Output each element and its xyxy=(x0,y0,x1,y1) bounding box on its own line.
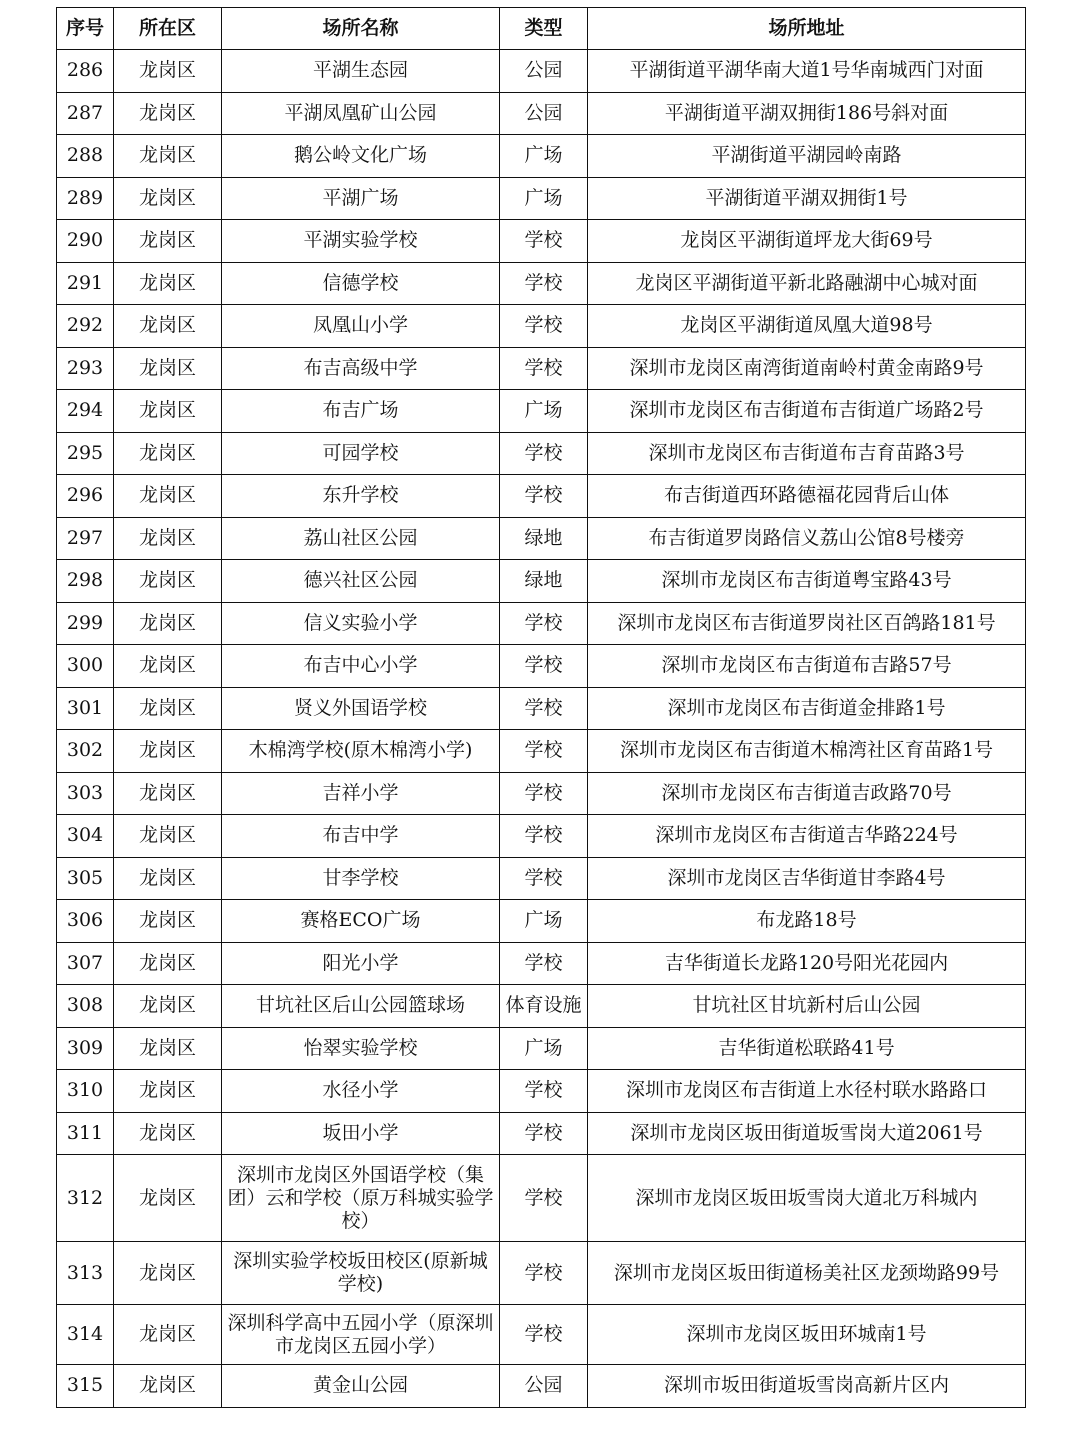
table-row xyxy=(57,857,1026,900)
row-address: 龙岗区平湖街道坪龙大街69号 xyxy=(588,220,1026,263)
table-row xyxy=(57,645,1026,688)
table-row xyxy=(57,985,1026,1028)
row-address: 深圳市龙岗区布吉街道木棉湾社区育苗路1号 xyxy=(588,730,1026,773)
row-type: 学校 xyxy=(500,942,588,985)
row-number: 304 xyxy=(57,815,114,858)
row-type: 公园 xyxy=(500,92,588,135)
row-name: 甘坑社区后山公园篮球场 xyxy=(222,985,500,1028)
header-name: 场所名称 xyxy=(222,8,500,50)
table-row xyxy=(57,942,1026,985)
row-type: 学校 xyxy=(500,347,588,390)
row-number: 291 xyxy=(57,262,114,305)
row-district: 龙岗区 xyxy=(114,262,222,305)
table-row xyxy=(57,262,1026,305)
table-row xyxy=(57,687,1026,730)
row-address: 平湖街道平湖华南大道1号华南城西门对面 xyxy=(588,50,1026,93)
row-number: 298 xyxy=(57,560,114,603)
row-address: 深圳市龙岗区布吉街道布吉路57号 xyxy=(588,645,1026,688)
row-name: 凤凰山小学 xyxy=(222,305,500,348)
table-row xyxy=(57,517,1026,560)
row-district: 龙岗区 xyxy=(114,900,222,943)
row-type: 学校 xyxy=(500,1070,588,1113)
row-district: 龙岗区 xyxy=(114,1112,222,1155)
row-name: 布吉中心小学 xyxy=(222,645,500,688)
row-district: 龙岗区 xyxy=(114,602,222,645)
row-number: 312 xyxy=(57,1155,114,1242)
row-address: 平湖街道平湖园岭南路 xyxy=(588,135,1026,178)
row-district: 龙岗区 xyxy=(114,1365,222,1408)
row-type: 广场 xyxy=(500,135,588,178)
row-number: 295 xyxy=(57,432,114,475)
row-name: 平湖实验学校 xyxy=(222,220,500,263)
table-row xyxy=(57,475,1026,518)
row-district: 龙岗区 xyxy=(114,942,222,985)
row-address: 平湖街道平湖双拥街186号斜对面 xyxy=(588,92,1026,135)
row-name: 阳光小学 xyxy=(222,942,500,985)
row-district: 龙岗区 xyxy=(114,305,222,348)
row-district: 龙岗区 xyxy=(114,347,222,390)
row-type: 学校 xyxy=(500,262,588,305)
row-address: 龙岗区平湖街道平新北路融湖中心城对面 xyxy=(588,262,1026,305)
table-row xyxy=(57,900,1026,943)
row-number: 302 xyxy=(57,730,114,773)
row-number: 315 xyxy=(57,1365,114,1408)
row-name: 深圳市龙岗区外国语学校（集团）云和学校（原万科城实验学校） xyxy=(222,1155,500,1242)
row-district: 龙岗区 xyxy=(114,432,222,475)
row-name: 贤义外国语学校 xyxy=(222,687,500,730)
table-body xyxy=(57,50,1026,1408)
row-number: 313 xyxy=(57,1242,114,1305)
table-row xyxy=(57,1112,1026,1155)
row-type: 学校 xyxy=(500,687,588,730)
row-district: 龙岗区 xyxy=(114,50,222,93)
row-name: 平湖广场 xyxy=(222,177,500,220)
row-name: 布吉广场 xyxy=(222,390,500,433)
row-name: 东升学校 xyxy=(222,475,500,518)
row-name: 布吉中学 xyxy=(222,815,500,858)
row-address: 深圳市龙岗区布吉街道布吉街道广场路2号 xyxy=(588,390,1026,433)
row-district: 龙岗区 xyxy=(114,475,222,518)
row-type: 学校 xyxy=(500,602,588,645)
table-row xyxy=(57,772,1026,815)
row-number: 288 xyxy=(57,135,114,178)
row-type: 学校 xyxy=(500,1242,588,1305)
row-type: 学校 xyxy=(500,815,588,858)
row-type: 学校 xyxy=(500,1112,588,1155)
row-type: 学校 xyxy=(500,772,588,815)
row-number: 300 xyxy=(57,645,114,688)
row-number: 293 xyxy=(57,347,114,390)
row-address: 深圳市龙岗区坂田街道坂雪岗大道2061号 xyxy=(588,1112,1026,1155)
row-number: 299 xyxy=(57,602,114,645)
row-name: 坂田小学 xyxy=(222,1112,500,1155)
row-address: 布龙路18号 xyxy=(588,900,1026,943)
row-type: 学校 xyxy=(500,645,588,688)
row-name: 平湖凤凰矿山公园 xyxy=(222,92,500,135)
row-name: 信义实验小学 xyxy=(222,602,500,645)
row-type: 学校 xyxy=(500,1155,588,1242)
row-type: 公园 xyxy=(500,50,588,93)
row-number: 287 xyxy=(57,92,114,135)
row-address: 深圳市坂田街道坂雪岗高新片区内 xyxy=(588,1365,1026,1408)
row-number: 305 xyxy=(57,857,114,900)
row-number: 308 xyxy=(57,985,114,1028)
table-row xyxy=(57,602,1026,645)
row-type: 广场 xyxy=(500,177,588,220)
row-district: 龙岗区 xyxy=(114,1027,222,1070)
table-row xyxy=(57,730,1026,773)
row-address: 龙岗区平湖街道凤凰大道98号 xyxy=(588,305,1026,348)
row-name: 甘李学校 xyxy=(222,857,500,900)
table-row xyxy=(57,1155,1026,1242)
table-row xyxy=(57,560,1026,603)
header-no: 序号 xyxy=(57,8,114,50)
header-address: 场所地址 xyxy=(588,8,1026,50)
row-address: 深圳市龙岗区坂田坂雪岗大道北万科城内 xyxy=(588,1155,1026,1242)
row-address: 深圳市龙岗区布吉街道罗岗社区百鸽路181号 xyxy=(588,602,1026,645)
table-row xyxy=(57,1070,1026,1113)
table-row xyxy=(57,177,1026,220)
row-name: 鹅公岭文化广场 xyxy=(222,135,500,178)
row-number: 310 xyxy=(57,1070,114,1113)
row-type: 公园 xyxy=(500,1365,588,1408)
row-district: 龙岗区 xyxy=(114,857,222,900)
table-row xyxy=(57,1242,1026,1305)
header-row xyxy=(57,8,1026,50)
venue-table xyxy=(56,7,1026,1408)
row-address: 深圳市龙岗区坂田环城南1号 xyxy=(588,1305,1026,1365)
table-row xyxy=(57,1027,1026,1070)
row-district: 龙岗区 xyxy=(114,560,222,603)
row-district: 龙岗区 xyxy=(114,730,222,773)
table-row xyxy=(57,815,1026,858)
row-address: 甘坑社区甘坑新村后山公园 xyxy=(588,985,1026,1028)
row-district: 龙岗区 xyxy=(114,1242,222,1305)
row-address: 深圳市龙岗区布吉街道粤宝路43号 xyxy=(588,560,1026,603)
row-type: 学校 xyxy=(500,220,588,263)
row-district: 龙岗区 xyxy=(114,645,222,688)
row-name: 平湖生态园 xyxy=(222,50,500,93)
header-district: 所在区 xyxy=(114,8,222,50)
row-number: 311 xyxy=(57,1112,114,1155)
row-type: 广场 xyxy=(500,900,588,943)
table-row xyxy=(57,135,1026,178)
row-name: 吉祥小学 xyxy=(222,772,500,815)
row-address: 深圳市龙岗区吉华街道甘李路4号 xyxy=(588,857,1026,900)
row-number: 294 xyxy=(57,390,114,433)
row-address: 深圳市龙岗区布吉街道金排路1号 xyxy=(588,687,1026,730)
row-address: 布吉街道西环路德福花园背后山体 xyxy=(588,475,1026,518)
row-number: 296 xyxy=(57,475,114,518)
row-address: 深圳市龙岗区布吉街道吉政路70号 xyxy=(588,772,1026,815)
row-address: 布吉街道罗岗路信义荔山公馆8号楼旁 xyxy=(588,517,1026,560)
row-type: 体育设施 xyxy=(500,985,588,1028)
row-name: 水径小学 xyxy=(222,1070,500,1113)
row-name: 赛格ECO广场 xyxy=(222,900,500,943)
table-row xyxy=(57,92,1026,135)
row-number: 290 xyxy=(57,220,114,263)
row-address: 深圳市龙岗区南湾街道南岭村黄金南路9号 xyxy=(588,347,1026,390)
row-district: 龙岗区 xyxy=(114,220,222,263)
table-row xyxy=(57,50,1026,93)
row-district: 龙岗区 xyxy=(114,815,222,858)
table-row xyxy=(57,305,1026,348)
row-number: 297 xyxy=(57,517,114,560)
row-district: 龙岗区 xyxy=(114,772,222,815)
row-name: 深圳实验学校坂田校区(原新城学校) xyxy=(222,1242,500,1305)
row-number: 307 xyxy=(57,942,114,985)
table-row xyxy=(57,220,1026,263)
table-row xyxy=(57,347,1026,390)
row-district: 龙岗区 xyxy=(114,1070,222,1113)
table-row xyxy=(57,1365,1026,1408)
row-district: 龙岗区 xyxy=(114,135,222,178)
row-number: 306 xyxy=(57,900,114,943)
row-number: 301 xyxy=(57,687,114,730)
row-name: 可园学校 xyxy=(222,432,500,475)
row-address: 深圳市龙岗区布吉街道上水径村联水路路口 xyxy=(588,1070,1026,1113)
row-type: 学校 xyxy=(500,305,588,348)
row-type: 学校 xyxy=(500,1305,588,1365)
row-name: 荔山社区公园 xyxy=(222,517,500,560)
row-address: 吉华街道松联路41号 xyxy=(588,1027,1026,1070)
row-address: 深圳市龙岗区坂田街道杨美社区龙颈坳路99号 xyxy=(588,1242,1026,1305)
row-district: 龙岗区 xyxy=(114,390,222,433)
row-district: 龙岗区 xyxy=(114,92,222,135)
row-number: 314 xyxy=(57,1305,114,1365)
row-name: 木棉湾学校(原木棉湾小学) xyxy=(222,730,500,773)
row-number: 309 xyxy=(57,1027,114,1070)
row-type: 学校 xyxy=(500,730,588,773)
row-district: 龙岗区 xyxy=(114,177,222,220)
row-number: 303 xyxy=(57,772,114,815)
row-district: 龙岗区 xyxy=(114,687,222,730)
row-address: 深圳市龙岗区布吉街道布吉育苗路3号 xyxy=(588,432,1026,475)
row-district: 龙岗区 xyxy=(114,985,222,1028)
header-type: 类型 xyxy=(500,8,588,50)
table-row xyxy=(57,390,1026,433)
row-name: 怡翠实验学校 xyxy=(222,1027,500,1070)
row-name: 布吉高级中学 xyxy=(222,347,500,390)
row-type: 学校 xyxy=(500,475,588,518)
row-type: 学校 xyxy=(500,432,588,475)
row-address: 平湖街道平湖双拥街1号 xyxy=(588,177,1026,220)
row-address: 吉华街道长龙路120号阳光花园内 xyxy=(588,942,1026,985)
row-type: 绿地 xyxy=(500,517,588,560)
row-address: 深圳市龙岗区布吉街道吉华路224号 xyxy=(588,815,1026,858)
row-number: 286 xyxy=(57,50,114,93)
row-name: 信德学校 xyxy=(222,262,500,305)
row-type: 绿地 xyxy=(500,560,588,603)
row-name: 德兴社区公园 xyxy=(222,560,500,603)
row-type: 广场 xyxy=(500,1027,588,1070)
row-district: 龙岗区 xyxy=(114,1155,222,1242)
table-row xyxy=(57,432,1026,475)
row-name: 黄金山公园 xyxy=(222,1365,500,1408)
row-number: 292 xyxy=(57,305,114,348)
row-type: 广场 xyxy=(500,390,588,433)
table-row xyxy=(57,1305,1026,1365)
row-name: 深圳科学高中五园小学（原深圳市龙岗区五园小学） xyxy=(222,1305,500,1365)
row-district: 龙岗区 xyxy=(114,517,222,560)
row-number: 289 xyxy=(57,177,114,220)
row-type: 学校 xyxy=(500,857,588,900)
row-district: 龙岗区 xyxy=(114,1305,222,1365)
